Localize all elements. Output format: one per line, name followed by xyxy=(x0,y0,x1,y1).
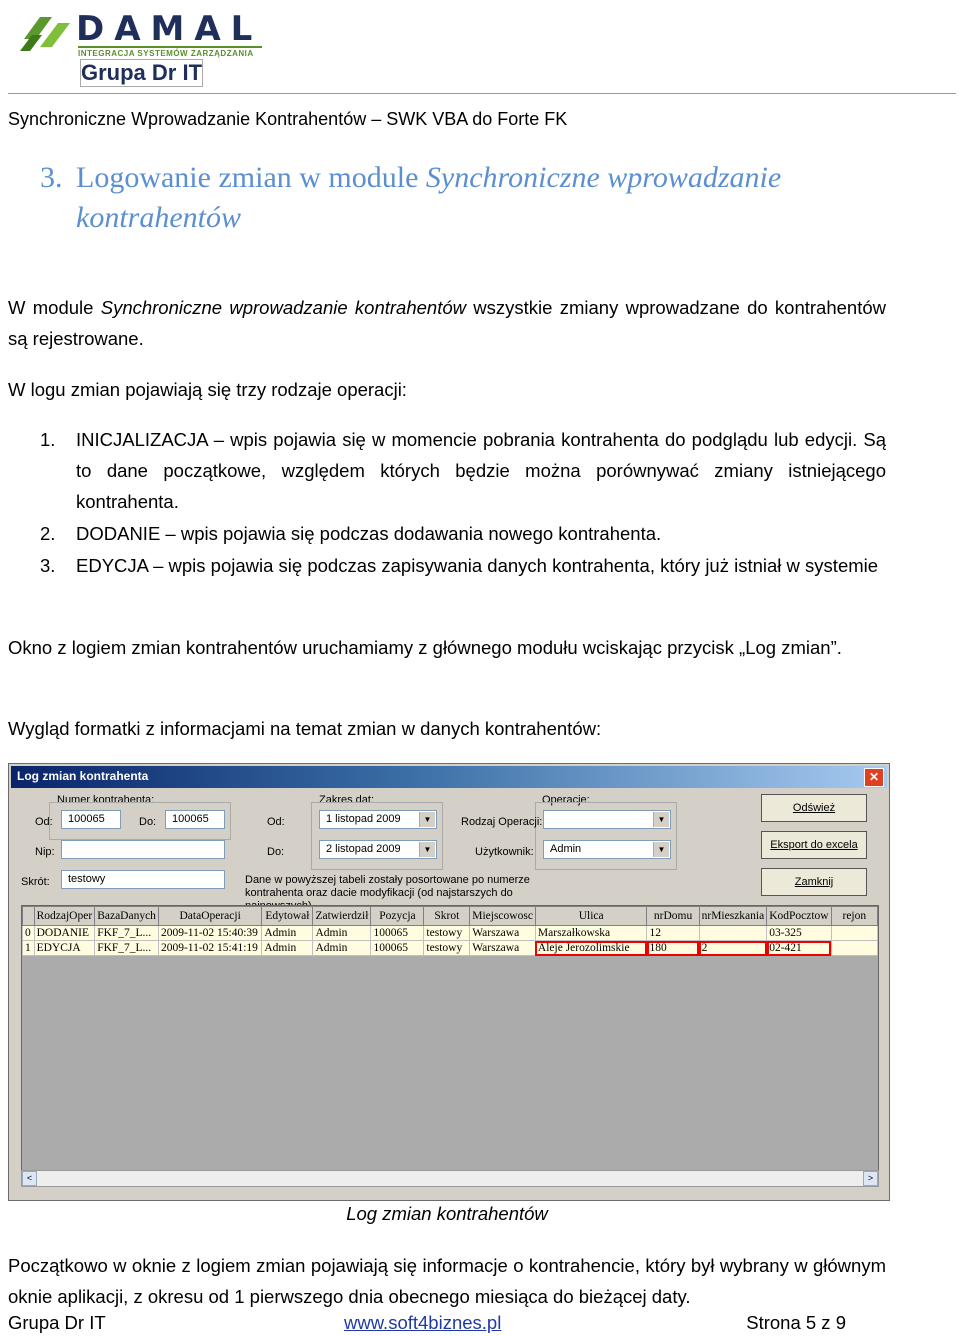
uzytkownik-select[interactable] xyxy=(543,840,671,859)
table-cell[interactable]: 1 xyxy=(23,941,35,956)
intro-text-b: wszystkie zmiany wprowadzane do kontrahentów są rejestrowane. xyxy=(8,297,887,349)
date-od-value: 1 listopad 2009 xyxy=(326,813,401,825)
section-title-plain: Logowanie zmian w module xyxy=(76,161,426,194)
table-cell[interactable]: 12 xyxy=(647,926,699,941)
operations-intro: W logu zmian pojawiają się trzy rodzaje operacji: xyxy=(8,379,407,400)
changed-cell[interactable]: 02-421 xyxy=(767,941,831,956)
close-icon[interactable]: ✕ xyxy=(864,768,884,787)
document-title: Synchroniczne Wprowadzanie Kontrahentów – SWK VBA do Forte FK xyxy=(8,109,568,129)
column-header[interactable]: RodzajOper xyxy=(34,907,95,926)
numer-label: Numer kontrahenta: xyxy=(57,794,155,806)
export-excel-button[interactable]: Eksport do excela xyxy=(761,831,867,859)
figure-caption: Log zmian kontrahentów xyxy=(346,1203,548,1224)
sort-info: Dane w powyższej tabeli zostały posortowane po numerze kontrahenta oraz dacie modyfikacji (od najstarszych do xyxy=(245,874,530,899)
log-window-screenshot xyxy=(8,763,890,1201)
list-number: 3. xyxy=(40,555,56,576)
uzytkownik-value: Admin xyxy=(550,843,582,855)
rodzaj-label: Rodzaj Operacji: xyxy=(461,816,543,828)
nip-input[interactable] xyxy=(61,840,225,859)
header-rule xyxy=(8,93,956,94)
column-header[interactable]: KodPocztow xyxy=(767,907,831,926)
nip-label: Nip: xyxy=(35,846,55,858)
table-cell[interactable]: Admin xyxy=(262,926,313,941)
table-cell[interactable]: 100065 xyxy=(371,926,424,941)
section-title-italic-2: kontrahentów xyxy=(76,201,241,234)
table-cell[interactable]: Marszałkowska xyxy=(535,926,647,941)
table-cell[interactable]: Warszawa xyxy=(470,941,536,956)
rodzaj-select[interactable] xyxy=(543,810,671,829)
scroll-left-icon[interactable]: < xyxy=(22,1171,37,1186)
table-cell[interactable]: Warszawa xyxy=(470,926,536,941)
list-number: 2. xyxy=(40,523,56,544)
list-item xyxy=(40,550,886,581)
intro-paragraph xyxy=(8,292,886,354)
do-input[interactable]: 100065 xyxy=(165,810,225,829)
section-heading xyxy=(40,158,920,238)
list-text: INICJALIZACJA – wpis pojawia się w momencie pobrania kontrahenta do podglądu lub edycji. Są to dane początkowe, względem których będzie można porównywać zmiany istniejącego kontrahenta. xyxy=(76,429,886,512)
closing-paragraph: Początkowo w oknie z logiem zmian pojawiają się informacje o kontrahencie, który był wybrany w głównym oknie aplikacji, z okresu od 1 pierwszego dnia obecnego miesiąca do bieżącej daty. xyxy=(8,1255,886,1307)
section-title-italic-1: Synchroniczne wprowadzanie xyxy=(425,161,782,194)
logo-subtitle: INTEGRACJA SYSTEMÓW ZARZĄDZANIA xyxy=(78,46,262,58)
table-cell[interactable]: FKF_7_L... xyxy=(95,941,159,956)
window-title: Log zmian kontrahenta xyxy=(17,769,149,783)
date-do-value: 2 listopad 2009 xyxy=(326,843,401,855)
changed-cell[interactable]: 180 xyxy=(647,941,699,956)
table-cell[interactable]: Admin xyxy=(313,926,371,941)
log-table[interactable] xyxy=(21,905,879,1187)
date-od-picker[interactable] xyxy=(319,810,437,829)
column-header[interactable] xyxy=(23,907,35,926)
operacje-label: Operacje: xyxy=(542,794,590,806)
chevron-down-icon[interactable]: ▼ xyxy=(653,842,669,857)
window-titlebar xyxy=(11,766,887,788)
intro-text-italic: Synchroniczne wprowadzanie kontrahentów xyxy=(100,297,466,318)
chevron-down-icon[interactable]: ▼ xyxy=(419,812,435,827)
date-od-label: Od: xyxy=(267,816,285,828)
horizontal-scrollbar[interactable] xyxy=(21,1170,879,1187)
column-header[interactable]: Ulica xyxy=(535,907,647,926)
list-item xyxy=(40,518,886,549)
table-row[interactable] xyxy=(23,926,878,941)
launch-paragraph: Okno z logiem zmian kontrahentów uruchamiamy z głównego modułu wciskając przycisk „Log zmian”. xyxy=(8,637,842,658)
list-item xyxy=(40,424,886,517)
table-cell[interactable] xyxy=(699,926,767,941)
zakres-label: Zakres dat: xyxy=(319,794,375,806)
od-input[interactable]: 100065 xyxy=(61,810,121,829)
company-logo xyxy=(18,5,268,85)
changed-cell[interactable]: Aleje Jerozolimskie xyxy=(535,941,647,956)
column-header[interactable]: Zatwierdził xyxy=(313,907,371,926)
date-do-picker[interactable] xyxy=(319,840,437,859)
close-window-button[interactable]: Zamknij xyxy=(761,868,867,896)
chevron-down-icon[interactable]: ▼ xyxy=(419,842,435,857)
list-text: EDYCJA – wpis pojawia się podczas zapisywania danych kontrahenta, który już istniał w systemie xyxy=(76,555,879,576)
changed-cell[interactable]: 2 xyxy=(699,941,767,956)
form-intro: Wygląd formatki z informacjami na temat zmian w danych kontrahentów: xyxy=(8,718,602,739)
table-cell[interactable]: Admin xyxy=(262,941,313,956)
logo-word: DAMAL xyxy=(76,9,263,49)
column-header[interactable]: Pozycja xyxy=(371,907,424,926)
skrot-label: Skrót: xyxy=(21,876,50,888)
table-cell[interactable]: DODANIE xyxy=(34,926,95,941)
footer-company: Grupa Dr IT xyxy=(8,1312,106,1333)
column-header[interactable]: Skrot xyxy=(424,907,470,926)
skrot-input[interactable]: testowy xyxy=(61,870,225,889)
table-cell[interactable]: EDYCJA xyxy=(34,941,95,956)
column-header[interactable]: BazaDanych xyxy=(95,907,159,926)
chevron-down-icon[interactable]: ▼ xyxy=(653,812,669,827)
table-cell[interactable]: 2009-11-02 15:40:39 xyxy=(158,926,261,941)
column-header[interactable]: Edytował xyxy=(262,907,313,926)
table-cell[interactable] xyxy=(831,941,877,956)
od-label: Od: xyxy=(35,816,53,828)
list-text: DODANIE – wpis pojawia się podczas dodawania nowego kontrahenta. xyxy=(76,523,662,544)
table-cell[interactable]: FKF_7_L... xyxy=(95,926,159,941)
section-number: 3. xyxy=(40,161,63,194)
scroll-right-icon[interactable]: > xyxy=(863,1171,878,1186)
column-header[interactable]: Miejscowosc xyxy=(470,907,536,926)
date-do-label: Do: xyxy=(267,846,285,858)
uzytkownik-label: Użytkownik: xyxy=(475,846,534,858)
column-header[interactable]: nrDomu xyxy=(647,907,699,926)
table-cell[interactable]: 2009-11-02 15:41:19 xyxy=(158,941,261,956)
column-header[interactable]: nrMieszkania xyxy=(699,907,767,926)
table-cell[interactable]: Admin xyxy=(313,941,371,956)
column-header[interactable]: rejon xyxy=(831,907,877,926)
table-header xyxy=(23,907,878,926)
table-cell[interactable]: 0 xyxy=(23,926,35,941)
table-cell[interactable]: testowy xyxy=(424,926,470,941)
logo-group: Grupa Dr IT xyxy=(81,60,203,85)
logo-mark-icon xyxy=(18,9,78,55)
table-cell[interactable] xyxy=(831,926,877,941)
do-label: Do: xyxy=(139,816,157,828)
page-number: Strona 5 z 9 xyxy=(746,1312,846,1333)
list-number: 1. xyxy=(40,429,56,450)
refresh-button[interactable]: Odśwież xyxy=(761,794,867,822)
table-row[interactable] xyxy=(23,941,878,956)
table-cell[interactable]: testowy xyxy=(424,941,470,956)
table-cell[interactable]: 03-325 xyxy=(767,926,831,941)
table-cell[interactable]: 100065 xyxy=(371,941,424,956)
intro-text-a: W module xyxy=(8,297,101,318)
footer-link[interactable]: www.soft4biznes.pl xyxy=(344,1312,502,1333)
column-header[interactable]: DataOperacji xyxy=(158,907,261,926)
